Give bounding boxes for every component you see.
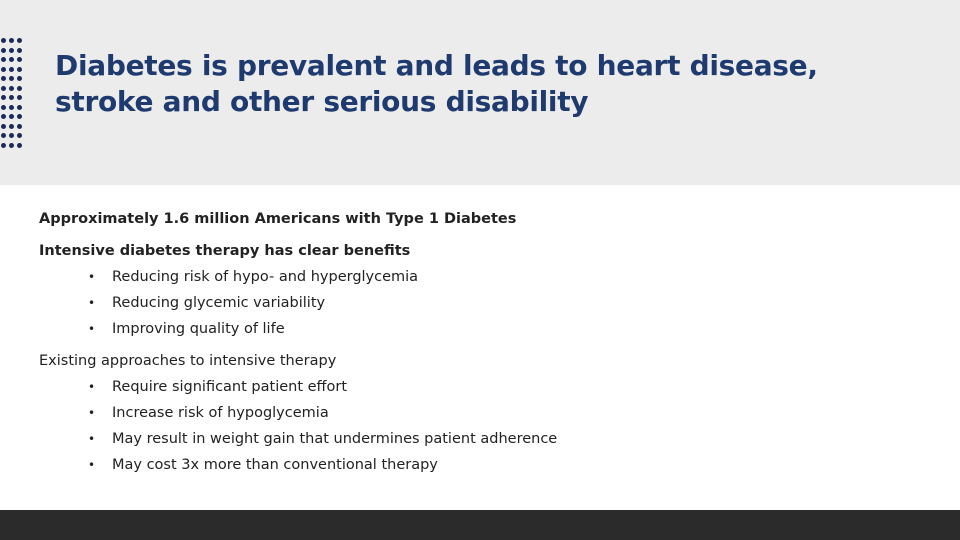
bullet-item [39, 290, 919, 316]
bullet-text: Require significant patient effort [112, 379, 348, 395]
bullet-item [39, 374, 919, 400]
slide-title-line-1: Diabetes is prevalent and leads to heart disease, [55, 49, 818, 82]
title-band [0, 0, 960, 185]
bullet-icon: • [88, 458, 96, 472]
bullet-text: May result in weight gain that undermines patient adherence [112, 431, 558, 447]
stat-line: Approximately 1.6 million Americans with Type 1 Diabetes [39, 211, 517, 227]
slide-body [39, 206, 919, 478]
slide-title [55, 48, 935, 120]
bullet-text: Reducing glycemic variability [112, 295, 326, 311]
bullet-icon: • [88, 406, 96, 420]
bullet-item [39, 316, 919, 342]
slide-title-line-2: stroke and other serious disability [55, 85, 589, 118]
bullet-icon: • [88, 432, 96, 446]
bullet-icon: • [88, 270, 96, 284]
section-heading-benefits: Intensive diabetes therapy has clear benefits [39, 243, 411, 259]
bullet-text: Improving quality of life [112, 321, 285, 337]
decorative-dot-grid [1, 38, 22, 148]
bullet-item [39, 452, 919, 478]
bullet-text: Reducing risk of hypo- and hyperglycemia [112, 269, 419, 285]
bullet-text: May cost 3x more than conventional therapy [112, 457, 438, 473]
bullet-item [39, 264, 919, 290]
bullet-icon: • [88, 296, 96, 310]
footer-bar [0, 510, 960, 540]
bullet-item [39, 426, 919, 452]
bullet-icon: • [88, 322, 96, 336]
footnote-text [80, 513, 900, 527]
section-heading-approaches: Existing approaches to intensive therapy [39, 353, 337, 369]
bullet-text: Increase risk of hypoglycemia [112, 405, 329, 421]
bullet-icon: • [88, 380, 96, 394]
bullet-item [39, 400, 919, 426]
